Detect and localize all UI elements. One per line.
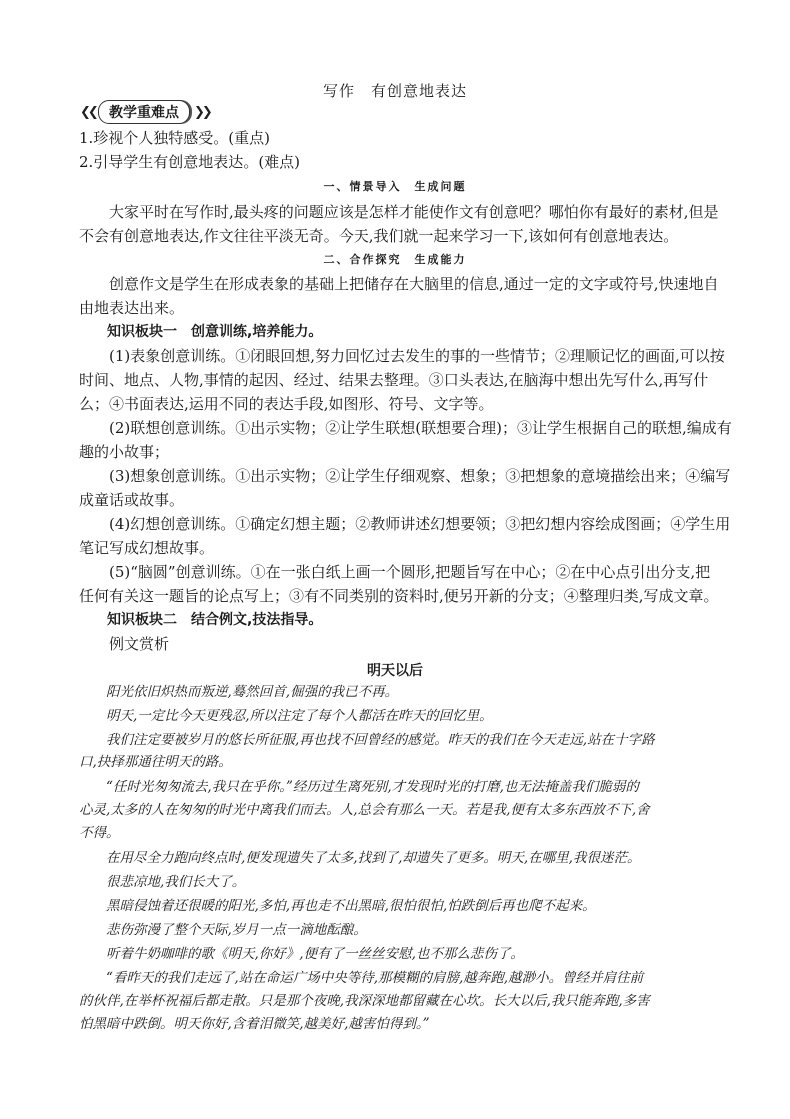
essay-line: 在用尽全力跑向终点时,便发现遗失了太多,找到了,却遗失了更多。明天,在哪里,我很迷茫。 [79, 850, 641, 866]
essay-line: 不得。 [79, 825, 120, 841]
section1-heading: 一、情景导入 生成问题 [323, 180, 467, 193]
training-line: (4)幻想创意训练。①确定幻想主题；②教师讲述幻想要领；③把幻想内容绘成图画；④学生用 [79, 515, 731, 533]
essay-line: 黑暗侵蚀着还很暖的阳光,多怕,再也走不出黑暗,很怕很怕,怕跌倒后再也爬不起来。 [79, 898, 596, 914]
double-chevron-left-icon: ❮❮ [80, 104, 96, 120]
training-line: 成童话或故事。 [79, 491, 185, 509]
objective-1: 1.珍视个人独特感受。(重点) [79, 129, 271, 147]
essay-title: 明天以后 [367, 663, 423, 679]
paragraph-line: 不会有创意地表达,作文往往平淡无奇。今天,我们就一起来学习一下,该如何有创意地表达。 [79, 227, 679, 245]
essay-line: 阳光依旧炽热而叛逆,蓦然回首,倔强的我已不再。 [79, 684, 399, 700]
essay-line: 明天,一定比今天更残忍,所以注定了每个人都活在昨天的回忆里。 [79, 708, 493, 724]
double-chevron-right-icon: ❯❯ [194, 104, 210, 120]
badge-label: 教学重难点 [98, 100, 190, 124]
essay-line: 听着牛奶咖啡的歌《明天,你好》,便有了一丝丝安慰,也不那么悲伤了。 [79, 946, 524, 962]
training-line: 笔记写成幻想故事。 [79, 539, 215, 557]
training-line: 么；④书面表达,运用不同的表达手段,如图形、符号、文字等。 [79, 395, 494, 413]
key-points-badge [80, 101, 232, 123]
essay-line: 口,抉择那通往明天的路。 [79, 754, 232, 770]
training-line: 趣的小故事； [79, 443, 170, 461]
paragraph-line: 由地表达出来。 [79, 299, 185, 317]
paragraph-line: 大家平时在写作时,最头疼的问题应该是怎样才能使作文有创意吧？哪怕你有最好的素材,但是 [79, 203, 719, 221]
essay-line: 怕黑暗中跌倒。明天你好,含着泪微笑,越美好,越害怕得到。” [79, 1016, 430, 1032]
essay-line: “任时光匆匆流去,我只在乎你。”经历过生离死别,才发现时光的打磨,也无法掩盖我们脆弱的 [79, 779, 639, 795]
module1-heading: 知识板块一 创意训练,培养能力。 [79, 324, 323, 340]
essay-line: 很悲凉地,我们长大了。 [79, 874, 246, 890]
essay-line: 心灵,太多的人在匆匆的时光中离我们而去。人,总会有那么一天。若是我,便有太多东西放不下,舍 [79, 802, 650, 818]
training-line: (1)表象创意训练。①闭眼回想,努力回忆过去发生的事的一些情节；②理顺记忆的画面,可以按 [79, 347, 725, 365]
essay-line: 的伙伴,在举杯祝福后都走散。只是那个夜晚,我深深地都留藏在心坎。长大以后,我只能奔跑,多害 [79, 993, 650, 1009]
essay-line: “看昨天的我们走远了,站在命运广场中央等待,那模糊的肩膀,越奔跑,越渺小。曾经并肩往前 [79, 970, 644, 986]
paragraph-line: 创意作文是学生在形成表象的基础上把储存在大脑里的信息,通过一定的文字或符号,快速地自 [79, 275, 719, 293]
objective-2: 2.引导学生有创意地表达。(难点) [79, 153, 301, 171]
essay-line: 悲伤弥漫了整个天际,岁月一点一滴地酝酿。 [79, 922, 367, 938]
training-line: (2)联想创意训练。①出示实物；②让学生联想(联想要合理)；③让学生根据自己的联想,编成有 [79, 419, 732, 437]
training-line: (5)“脑圆”创意训练。①在一张白纸上画一个圆形,把题旨写在中心；②在中心点引出分支,把 [79, 563, 711, 581]
module2-heading: 知识板块二 结合例文,技法指导。 [79, 612, 323, 628]
training-line: (3)想象创意训练。①出示实物；②让学生仔细观察、想象；③把想象的意境描绘出来；④编写 [79, 467, 731, 485]
training-line: 任何有关这一题旨的论点写上；③有不同类别的资料时,便另开新的分支；④整理归类,写成文章。 [79, 587, 719, 605]
page-title: 写作 有创意地表达 [322, 82, 467, 100]
section2-heading: 二、合作探究 生成能力 [323, 253, 467, 266]
training-line: 时间、地点、人物,事情的起因、经过、结果去整理。③口头表达,在脑海中想出先写什么,再写什 [79, 371, 709, 389]
example-label: 例文赏析 [79, 635, 170, 653]
essay-line: 我们注定要被岁月的悠长所征服,再也找不回曾经的感觉。昨天的我们在今天走远,站在十字路 [79, 732, 655, 748]
